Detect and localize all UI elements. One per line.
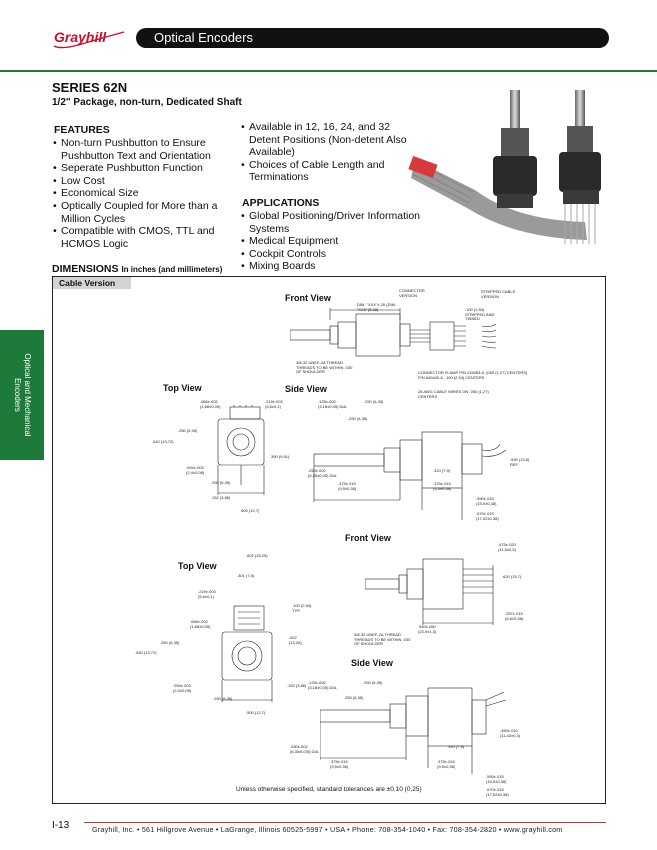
dim-top2-h: .540 (13,72)	[135, 650, 157, 655]
dim-front2-a: .475±.020 (11,5±0,5)	[498, 542, 516, 552]
thread-note-1: 3/8-32 UNEF-2A THREAD THREADS TO BE WITHIN .030 OF SHOULDER	[296, 360, 353, 375]
section-side-tab	[0, 330, 44, 460]
page-title: Optical Encoders	[154, 30, 253, 45]
product-photo	[405, 90, 610, 268]
dim-side2-b: .250 (6,35)	[363, 680, 383, 685]
feature-item: • Non-turn Pushbutton to Ensure Pushbutton Text and Orientation	[53, 137, 231, 162]
dim-side1-g: .375±.015 (9,5±0,38)	[433, 481, 452, 491]
svg-text:Grayhill: Grayhill	[54, 29, 107, 45]
dim-side2-d: .250±.002 (6,35±0,05) DIA.	[290, 744, 320, 754]
series-subtitle: 1/2" Package, non-turn, Dedicated Shaft	[52, 97, 242, 108]
grayhill-logo	[52, 26, 126, 52]
stripped-tinned-note: .100 (2,54) STRIPPED AND TINNED	[465, 307, 495, 322]
dimensions-title: DIMENSIONS	[52, 263, 119, 275]
applications-list	[241, 210, 421, 273]
dim-side2-j: .670±.015 (17,02±0,38)	[486, 787, 509, 797]
dim-top1-c: .250 (6,35)	[178, 428, 198, 433]
thread-note-2: 3/8-32 UNEF-2A THREAD THREADS TO BE WITHIN .030 OF SHOULDER	[354, 632, 411, 647]
top-view-label-1: Top View	[163, 383, 202, 393]
dim-top1-b: .219±.003 (5,6±0,1)	[265, 399, 283, 409]
connector-amp-note: CONNECTOR IS AMP P/N 215083-6, (050 (1,27) CENTERS) P/N 640440-6, .100 (2,54) CENTERS	[418, 370, 528, 380]
dim-side1-a: .125±.002 (3,18±0,05) DIA.	[318, 399, 348, 409]
stripped-version-note: STRIPPED CABLE VERSION	[481, 289, 516, 299]
dim-top1-e: .094±.003 (2,4±0,08)	[186, 465, 205, 475]
features-heading: FEATURES	[54, 124, 110, 136]
dim-top2-e: .066±.002 (1,68±0,05)	[190, 619, 211, 629]
series-title: SERIES 62N	[52, 80, 128, 95]
dim-side1-f: .310 (7,9)	[433, 468, 451, 473]
dim-side2-f: .310 (7,9)	[447, 744, 465, 749]
dim-top2-j: .250 (6,35)	[213, 696, 233, 701]
footer-address: Grayhill, Inc. • 561 Hillgrove Avenue • LaGrange, Illinois 60525-5997 • USA • Phone: 708-354-1040 • Fax: 708-354-2820 • www.grayhill.com	[92, 825, 563, 834]
side-tab-line2: Encoders	[13, 378, 22, 412]
dim-top2-d: .100 (2,54) TYP.	[292, 603, 312, 613]
dim-side1-i: .590±.015 (15,0±0,38)	[476, 496, 497, 506]
dim-side1-d: .250±.002 (6,35±0,05) DIA.	[308, 468, 338, 478]
dim-top2-k: .152 (3,86)	[287, 683, 307, 688]
applications-heading: APPLICATIONS	[242, 197, 320, 209]
features-list-continued	[241, 121, 421, 184]
dim-side2-i: .590±.015 (15,0±0,38)	[486, 774, 507, 784]
side-tab-line1: Optical and Mechanical	[23, 353, 32, 437]
application-item: • Mixing Boards	[241, 260, 421, 273]
header-divider	[0, 70, 657, 72]
dim-side2-e: .375±.015 (9,5±0,38)	[330, 759, 349, 769]
application-item: • Medical Equipment	[241, 235, 421, 248]
page-title-bar	[136, 28, 609, 48]
dim-top1-i: .390 (9,91)	[270, 454, 290, 459]
dim-top1-a: .066±.002 (1,68±0,05)	[200, 399, 221, 409]
dim-front2-d: .940±.050 (23,9±1,3)	[418, 624, 437, 634]
dimensions-units: In inches (and millimeters)	[121, 265, 223, 274]
feature-item: • Compatible with CMOS, TTL and HCMOS Logic	[53, 225, 231, 250]
dim-side1-j: .670±.015 (17,02±0,38)	[476, 511, 499, 521]
feature-item: • Available in 12, 16, 24, and 32 Detent Positions (Non-detent Also Available)	[241, 121, 421, 159]
dim-side2-g: .375±.015 (9,5±0,38)	[437, 759, 456, 769]
footer-divider	[84, 822, 606, 823]
dim-side1-e: .375±.015 (9,5±0,38)	[338, 481, 357, 491]
dim-top1-d: .540 (13,72)	[152, 439, 174, 444]
dim-top2-f: .522 (13,26)	[289, 635, 302, 645]
dim-side1-h: .530 (13,5) REF	[510, 457, 530, 467]
front-view-label-1: Front View	[285, 293, 331, 303]
dim-xxx-note: DIM. "XXX"±.20 (DIM. "XXX"(5,08)	[357, 302, 397, 312]
side-tab-label	[12, 353, 32, 436]
dim-top2-a: .602 (15,29)	[246, 553, 268, 558]
front-view-drawing-1	[290, 300, 530, 370]
connector-version-note: CONNECTOR VERSION	[399, 288, 425, 298]
dim-top2-b: .301 (7,6)	[237, 573, 255, 578]
dim-top2-i: .094±.003 (2,4±0,08)	[173, 683, 192, 693]
side-view-label-1: Side View	[285, 384, 327, 394]
dim-side1-c: .250 (6,35)	[348, 416, 368, 421]
dim-top1-g: .152 (3,86)	[211, 495, 231, 500]
dim-top1-h: .500 (12,7)	[240, 508, 260, 513]
feature-item: • Choices of Cable Length and Terminations	[241, 159, 421, 184]
front-view-drawing-2	[365, 545, 510, 635]
feature-item: • Optically Coupled for More than a Million Cycles	[53, 200, 231, 225]
awg-note: 28 AWG CABLE WIRES ON .050 (1,27) CENTERS	[418, 389, 489, 399]
side-view-label-2: Side View	[351, 658, 393, 668]
top-view-label-2: Top View	[178, 561, 217, 571]
dim-top2-c: .219±.003 (5,6±0,1)	[198, 589, 216, 599]
features-list	[53, 137, 231, 250]
dim-side2-c: .250 (6,35)	[344, 695, 364, 700]
dim-top2-g: .250 (6,35)	[160, 640, 180, 645]
feature-item: • Seperate Pushbutton Function	[53, 162, 231, 175]
dim-side2-h: .450±.010 (11,43±0,3)	[500, 728, 521, 738]
dim-front2-c: .257±.015 (6,6±0,38)	[505, 611, 524, 621]
top-view-drawing-2	[210, 600, 290, 710]
dim-side2-a: .125±.002 (3,18±0,05) DIA.	[308, 680, 338, 690]
feature-item: • Economical Size	[53, 187, 231, 200]
dim-side1-b: .250 (6,35)	[364, 399, 384, 404]
feature-item: • Low Cost	[53, 175, 231, 188]
dim-top1-f: .250 (6,35)	[211, 480, 231, 485]
dim-front2-b: .620 (15,7)	[502, 574, 522, 579]
dim-top2-l: .500 (12,7)	[246, 710, 266, 715]
application-item: • Global Positioning/Driver Information Systems	[241, 210, 421, 235]
front-view-label-2: Front View	[345, 533, 391, 543]
tolerance-note: Unless otherwise specified, standard tolerances are ±0.10 (0,25)	[236, 786, 422, 793]
application-item: • Cockpit Controls	[241, 248, 421, 261]
page-number: I-13	[52, 820, 70, 831]
cable-version-tab: Cable Version	[53, 277, 131, 289]
dimensions-heading	[52, 263, 222, 275]
